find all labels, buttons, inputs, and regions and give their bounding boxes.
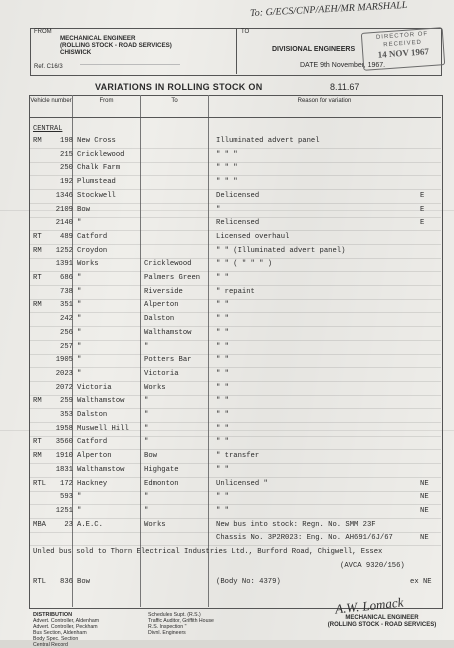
from-garage: Hackney — [77, 479, 108, 488]
from-garage: " — [77, 356, 82, 365]
schedule-line: Traffic Auditor, Griffith House — [148, 618, 214, 624]
vehicle-class: RM — [33, 301, 42, 310]
division-code: ex NE — [410, 578, 432, 586]
division-code: E — [420, 219, 425, 228]
vehicle-number: 198 — [60, 137, 73, 145]
distribution-line: Bus Section, Aldenham — [33, 630, 87, 636]
distribution-list — [33, 612, 99, 648]
schedule-line: Divnl. Engineers — [148, 630, 186, 636]
division-code: NE — [420, 479, 429, 488]
to-garage: Works — [144, 383, 166, 392]
reason: " " — [216, 328, 229, 337]
vehicle-number: 192 — [60, 178, 73, 187]
vehicle-number: 242 — [60, 315, 73, 324]
to-garage: " — [144, 411, 149, 419]
vehicle-number: 836 — [60, 578, 73, 586]
vehicle-class: RM — [33, 246, 42, 255]
from-garage: " — [77, 506, 82, 515]
vehicle-number: 2072 — [55, 383, 73, 392]
from-garage: " — [77, 274, 82, 282]
reason: " " — [216, 369, 229, 378]
division-code: E — [420, 191, 425, 200]
vehicle-class: RT — [33, 438, 42, 447]
sender-line: MECHANICAL ENGINEER — [60, 35, 136, 42]
stamp-line: DIRECTOR OF — [375, 31, 429, 41]
vehicle-number: 686 — [60, 274, 73, 282]
reason: " " — [216, 438, 229, 447]
reason: " " — [216, 465, 229, 474]
from-garage: Cricklewood — [77, 150, 125, 159]
reason: " " — [216, 424, 229, 433]
to-garage: Potters Bar — [144, 356, 192, 365]
vehicle-class: RM — [33, 452, 42, 461]
signature: A.W. Lomack — [334, 594, 405, 617]
reason: " repaint — [216, 287, 255, 296]
from-garage: " — [77, 219, 82, 228]
signatory-title — [318, 615, 446, 629]
to-garage: Edmonton — [144, 479, 179, 488]
reference: Ref. C16/3 — [34, 64, 63, 70]
document-title: VARIATIONS IN ROLLING STOCK ON — [95, 82, 263, 92]
from-garage: Dalston — [77, 411, 108, 419]
stamp-date: 14 NOV 1967 — [377, 46, 430, 60]
to-label: TO — [241, 29, 250, 35]
vehicle-number: 593 — [60, 493, 73, 502]
sender-block — [60, 35, 172, 56]
header-row-rule — [29, 117, 441, 118]
from-garage: Plumstead — [77, 178, 116, 187]
reason: " " — [216, 342, 229, 351]
vehicle-number: 1905 — [55, 356, 73, 365]
vehicle-number: 256 — [60, 328, 73, 337]
reason: Relicensed — [216, 219, 260, 228]
vehicle-number: 2140 — [55, 219, 73, 228]
vehicle-number: 23 — [64, 520, 73, 529]
table-row — [0, 578, 454, 593]
stamp-line: RECEIVED — [383, 39, 423, 49]
to-garage: Dalston — [144, 315, 175, 324]
avca-note: (AVCA 9320/156) — [340, 562, 405, 570]
to-garage: Victoria — [144, 369, 179, 378]
vehicle-number: 1252 — [55, 246, 73, 255]
section-heading: CENTRAL — [33, 125, 63, 133]
col-header-from: From — [99, 98, 114, 104]
from-garage: Walthamstow — [77, 465, 125, 474]
to-garage: Riverside — [144, 287, 183, 296]
reason: " " — [216, 315, 229, 324]
vehicle-number: 3560 — [55, 438, 73, 447]
reason: " " — [216, 397, 229, 406]
reason: Chassis No. 3P2R023: Eng. No. AH691/6J/67 — [216, 534, 393, 543]
to-garage: Alperton — [144, 301, 179, 310]
vehicle-number: 250 — [60, 164, 73, 173]
distribution-line: Advert. Controller, Aldenham — [33, 618, 100, 624]
from-garage: Walthamstow — [77, 397, 125, 406]
document-title-date: 8.11.67 — [330, 82, 360, 92]
vehicle-number: 2023 — [55, 369, 73, 378]
distribution-title: DISTRIBUTION — [33, 612, 73, 618]
vehicle-class: RTL — [33, 479, 46, 488]
memo-date: DATE 9th November, 1967. — [300, 62, 386, 69]
from-garage: Muswell Hill — [77, 424, 129, 433]
from-garage: " — [77, 493, 82, 502]
distribution-line: Advert. Controller, Peckham — [33, 624, 98, 630]
vehicle-class: RTL — [33, 578, 46, 586]
vehicle-number: 1346 — [55, 191, 73, 200]
vehicle-number: 1958 — [55, 424, 73, 433]
from-garage: Victoria — [77, 383, 112, 392]
from-garage: Croydon — [77, 246, 108, 255]
col-header-vehicle: Vehicle number — [30, 98, 72, 104]
division-code: NE — [420, 506, 429, 515]
reason: " " — [216, 493, 229, 502]
from-label: FROM — [34, 29, 52, 35]
reason: " " " — [216, 178, 238, 187]
to-garage: Walthamstow — [144, 328, 192, 337]
reason: " " — [216, 301, 229, 310]
reason: " — [216, 205, 221, 214]
from-garage: Stockwell — [77, 191, 116, 200]
vehicle-class: RT — [33, 274, 42, 282]
reason: " " — [216, 506, 229, 515]
reason: Unlicensed " — [216, 479, 268, 488]
reason: " " ( " " " ) — [216, 260, 273, 269]
from-garage: A.E.C. — [77, 520, 103, 529]
distribution-line: Body Spec. Section — [33, 636, 79, 642]
reason: " " — [216, 274, 229, 282]
reason: Delicensed — [216, 191, 260, 200]
reason: " " — [216, 411, 229, 419]
from-garage: " — [77, 342, 82, 351]
vehicle-class: RT — [33, 232, 42, 241]
to-garage: " — [144, 397, 149, 406]
to-garage: Highgate — [144, 465, 179, 474]
vehicle-number: 489 — [60, 232, 73, 241]
col-header-to: To — [171, 98, 178, 104]
col-header-reason: Reason for variation — [297, 98, 352, 104]
from-garage: " — [77, 328, 82, 337]
distribution-line: Central Record — [33, 642, 68, 648]
recipient: DIVISIONAL ENGINEERS — [272, 46, 356, 53]
from-garage: Works — [77, 260, 99, 269]
from-garage: " — [77, 301, 82, 310]
to-garage: Bow — [144, 452, 157, 461]
reason: " transfer — [216, 452, 260, 461]
reason: Illuminated advert panel — [216, 137, 320, 145]
to-garage: " — [144, 493, 149, 502]
reason: " " " — [216, 150, 238, 159]
signatory-line: MECHANICAL ENGINEER — [345, 615, 419, 621]
reference-rule — [80, 64, 180, 65]
sold-note: Unled bus sold to Thorn Electrical Industries Ltd., Burford Road, Chigwell, Essex — [33, 548, 383, 556]
reason: " " — [216, 356, 229, 365]
vehicle-number: 257 — [60, 342, 73, 351]
reason: " " " — [216, 164, 238, 173]
division-code: E — [420, 205, 425, 214]
from-garage: Catford — [77, 232, 108, 241]
received-stamp — [361, 27, 445, 71]
to-garage: Cricklewood — [144, 260, 192, 269]
to-garage: Palmers Green — [144, 274, 201, 282]
reason: New bus into stock: Regn. No. SMM 23F — [216, 520, 376, 529]
handwritten-note: To: G/ECS/CNP/AEH/MR MARSHALL — [249, 0, 408, 20]
vehicle-number: 353 — [60, 411, 73, 419]
signatory-line: (ROLLING STOCK - ROAD SERVICES) — [327, 622, 437, 628]
to-garage: " — [144, 424, 149, 433]
reason: " " (Illuminated advert panel) — [216, 246, 346, 255]
vehicle-number: 215 — [60, 150, 73, 159]
from-garage: Catford — [77, 438, 108, 447]
division-code: NE — [420, 534, 429, 543]
from-garage: Bow — [77, 205, 90, 214]
from-garage: Bow — [77, 578, 90, 586]
reason: " " — [216, 383, 229, 392]
vehicle-number: 738 — [60, 287, 73, 296]
schedule-line: R.S. Inspection " — [148, 624, 187, 630]
from-garage: " — [77, 315, 82, 324]
vehicle-class: MBA — [33, 520, 46, 529]
from-garage: " — [77, 369, 82, 378]
to-garage: " — [144, 506, 149, 515]
from-garage: New Cross — [77, 137, 116, 145]
from-garage: Chalk Farm — [77, 164, 121, 173]
sender-line: CHISWICK — [60, 49, 92, 56]
vehicle-number: 351 — [60, 301, 73, 310]
schedule-list — [148, 612, 214, 636]
to-garage: " — [144, 342, 149, 351]
from-garage: Alperton — [77, 452, 112, 461]
vehicle-number: 259 — [60, 397, 73, 406]
vehicle-number: 1831 — [55, 465, 73, 474]
sender-line: (ROLLING STOCK - ROAD SERVICES) — [60, 42, 172, 49]
vehicle-number: 2109 — [55, 205, 73, 214]
to-garage: " — [144, 438, 149, 447]
vehicle-class: RM — [33, 397, 42, 406]
division-code: NE — [420, 493, 429, 502]
vehicle-number: 1910 — [55, 452, 73, 461]
vehicle-class: RM — [33, 137, 42, 145]
header-divider — [236, 28, 237, 74]
to-garage: Works — [144, 520, 166, 529]
reason: Licensed overhaul — [216, 232, 290, 241]
from-garage: " — [77, 287, 82, 296]
reason: (Body No: 4379) — [216, 578, 281, 586]
schedule-line: Schedules Supt. (R.S.) — [148, 612, 201, 618]
vehicle-number: 1251 — [55, 506, 73, 515]
vehicle-number: 172 — [60, 479, 73, 488]
vehicle-number: 1391 — [55, 260, 73, 269]
